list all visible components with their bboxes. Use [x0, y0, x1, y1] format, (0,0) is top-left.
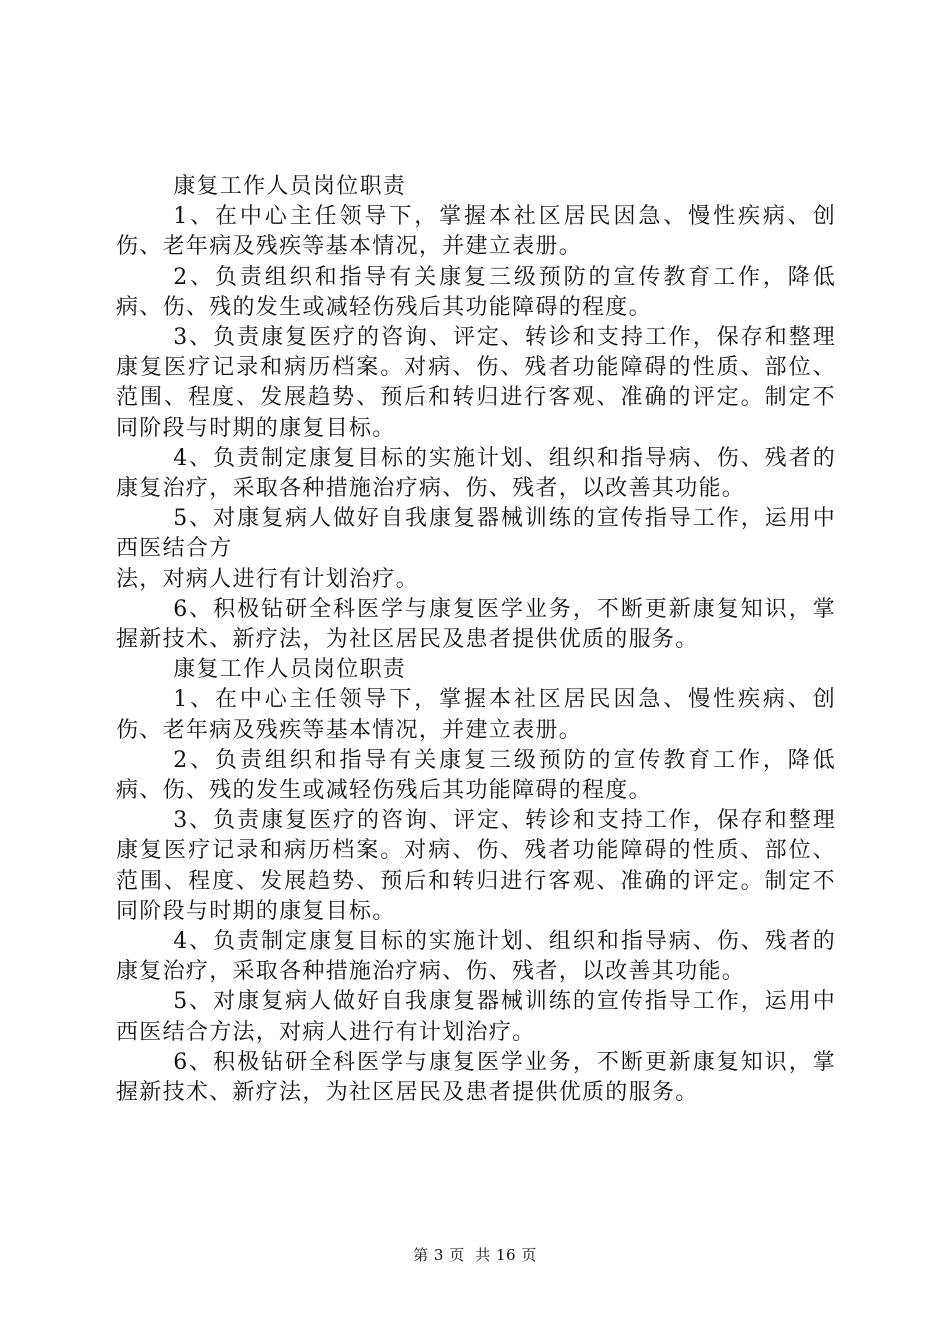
page-footer [0, 1244, 950, 1265]
duty-item-6: 6、积极钻研全科医学与康复医学业务，不断更新康复知识，掌握新技术、新疗法，为社区居民及患者提供优质的服务。 [116, 596, 836, 653]
document-body [116, 172, 836, 1108]
duty-item-6-repeat: 6、积极钻研全科医学与康复医学业务，不断更新康复知识，掌握新技术、新疗法，为社区居民及患者提供优质的服务。 [116, 1049, 836, 1106]
duty-item-1: 1、在中心主任领导下，掌握本社区居民因急、慢性疾病、创伤、老年病及残疾等基本情况，并建立表册。 [116, 204, 836, 260]
section-title-repeat: 康复工作人员岗位职责 [173, 657, 407, 683]
duty-item-2-repeat: 2、负责组织和指导有关康复三级预防的宣传教育工作，降低病、伤、残的发生或减轻伤残后其功能障碍的程度。 [116, 747, 836, 804]
duty-item-1-repeat: 1、在中心主任领导下，掌握本社区居民因急、慢性疾病、创伤、老年病及残疾等基本情况，并建立表册。 [116, 687, 836, 743]
duty-item-5: 5、对康复病人做好自我康复器械训练的宣传指导工作，运用中西医结合方 [116, 506, 836, 562]
duty-item-5-continued: 法，对病人进行有计划治疗。 [116, 566, 419, 592]
duty-item-2: 2、负责组织和指导有关康复三级预防的宣传教育工作，降低病、伤、残的发生或减轻伤残后其功能障碍的程度。 [116, 264, 836, 320]
section-title: 康复工作人员岗位职责 [173, 174, 407, 199]
duty-item-5-repeat: 5、对康复病人做好自我康复器械训练的宣传指导工作，运用中西医结合方法，对病人进行有计划治疗。 [116, 989, 836, 1045]
page-number-label: 第 3 页 共 16 页 [413, 1246, 537, 1264]
duty-item-3: 3、负责康复医疗的咨询、评定、转诊和支持工作，保存和整理康复医疗记录和病历档案。对病、伤、残者功能障碍的性质、部位、范围、程度、发展趋势、预后和转归进行客观、准确的评定。制定不同阶段与时期的康复目标。 [116, 325, 836, 441]
duty-item-4-repeat: 4、负责制定康复目标的实施计划、组织和指导病、伤、残者的康复治疗，采取各种措施治疗病、伤、残者，以改善其功能。 [116, 929, 836, 985]
duty-item-4: 4、负责制定康复目标的实施计划、组织和指导病、伤、残者的康复治疗，采取各种措施治疗病、伤、残者，以改善其功能。 [116, 445, 836, 502]
duty-item-3-repeat: 3、负责康复医疗的咨询、评定、转诊和支持工作，保存和整理康复医疗记录和病历档案。对病、伤、残者功能障碍的性质、部位、范围、程度、发展趋势、预后和转归进行客观、准确的评定。制定不同阶段与时期的康复目标。 [116, 808, 836, 924]
